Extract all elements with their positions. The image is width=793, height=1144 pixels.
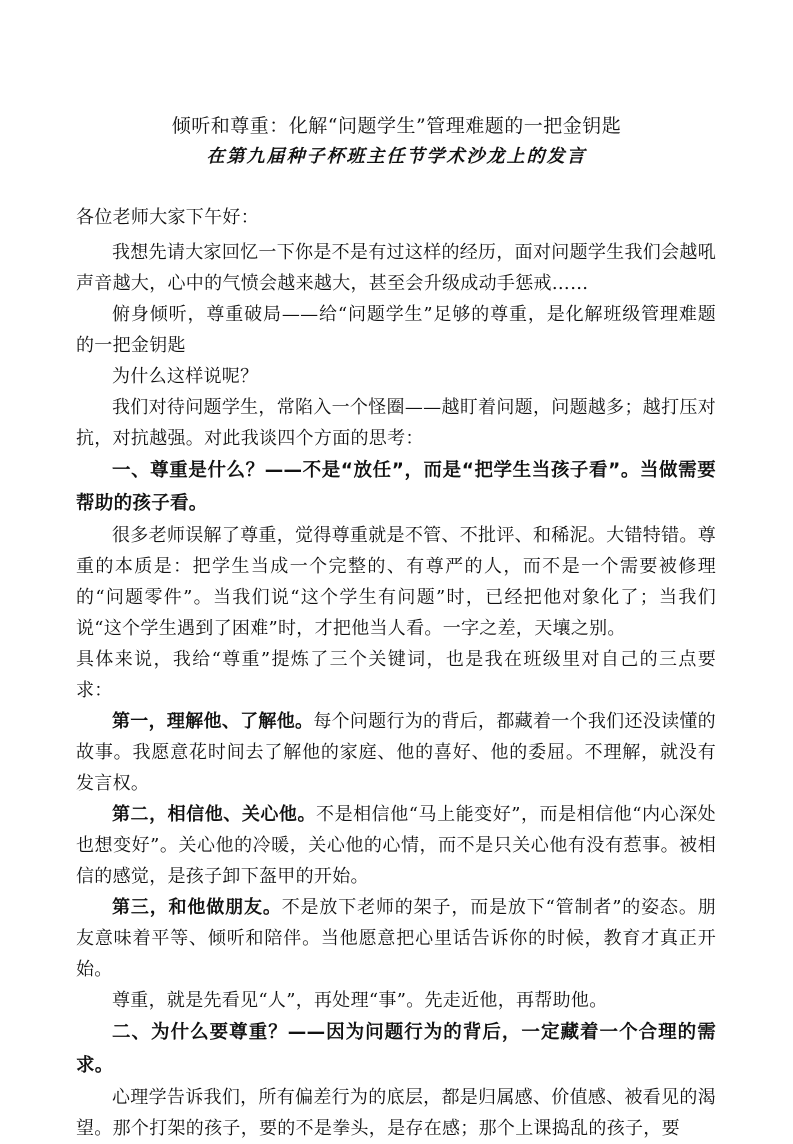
paragraph-respect-summary: 尊重，就是先看见“人”，再处理“事”。先走近他，再帮助他。 xyxy=(112,990,608,1011)
keyword-paragraph-2 xyxy=(76,799,716,892)
keyword-lead-1: 第一，理解他、了解他。 xyxy=(112,711,314,732)
keyword-text-2: 不是相信他“马上能变好”，而是相信他“内心深处也想变好”。关心他的冷暖，关心他的心情，而不是只关心他有没有惹事。被相信的感觉，是孩子卸下盔甲的开始。 xyxy=(76,804,716,887)
heading-section-2: 二、为什么要尊重？——因为问题行为的背后，一定藏着一个合理的需求。 xyxy=(76,1022,716,1076)
keyword-lead-2: 第二，相信他、关心他。 xyxy=(112,804,317,825)
paragraph-circle: 我们对待问题学生，常陷入一个怪圈——越盯着问题，问题越多；越打压对抗，对抗越强。对此我谈四个方面的思考： xyxy=(76,397,716,449)
heading-section-1: 一、尊重是什么？——不是“放任”，而是“把学生当孩子看”。当做需要帮助的孩子看。 xyxy=(76,460,716,514)
paragraph-thesis: 俯身倾听，尊重破局——给“问题学生”足够的尊重，是化解班级管理难题的一把金钥匙 xyxy=(76,304,716,356)
document-title: 倾听和尊重：化解“问题学生”管理难题的一把金钥匙 xyxy=(171,115,622,137)
paragraph-respect-essence: 很多老师误解了尊重，觉得尊重就是不管、不批评、和稀泥。大错特错。尊重的本质是：把学生当成一个完整的、有尊严的人，而不是一个需要被修理的“问题零件”。当我们说“这个学生有问题”时，已经把他对象化了；当我们说“这个学生遇到了困难”时，才把他当人看。一字之差，天壤之别。 xyxy=(76,525,716,639)
document-subtitle: 在第九届种子杯班主任节学术沙龙上的发言 xyxy=(206,146,587,167)
document-body xyxy=(76,202,716,1144)
keyword-paragraph-1 xyxy=(76,706,716,799)
keyword-lead-3: 第三，和他做朋友。 xyxy=(112,897,282,918)
keyword-text-1: 每个问题行为的背后，都藏着一个我们还没读懂的故事。我愿意花时间去了解他的家庭、他的喜好、他的委屈。不理解，就没有发言权。 xyxy=(76,711,716,794)
keyword-paragraph-3 xyxy=(76,892,716,985)
paragraph-intro: 我想先请大家回忆一下你是不是有过这样的经历，面对问题学生我们会越吼声音越大，心中的气愤会越来越大，甚至会升级成动手惩戒…… xyxy=(76,242,716,294)
paragraph-psychology: 心理学告诉我们，所有偏差行为的底层，都是归属感、价值感、被看见的渴望。那个打架的孩子，要的不是拳头，是存在感；那个上课捣乱的孩子，要 xyxy=(76,1087,716,1139)
keyword-text-3: 不是放下老师的架子，而是放下“管制者”的姿态。朋友意味着平等、倾听和陪伴。当他愿意把心里话告诉你的时候，教育才真正开始。 xyxy=(76,897,717,980)
paragraph-keywords-intro: 具体来说，我给“尊重”提炼了三个关键词，也是我在班级里对自己的三点要求： xyxy=(76,649,716,701)
greeting: 各位老师大家下午好： xyxy=(76,207,259,228)
paragraph-question: 为什么这样说呢？ xyxy=(112,366,259,387)
